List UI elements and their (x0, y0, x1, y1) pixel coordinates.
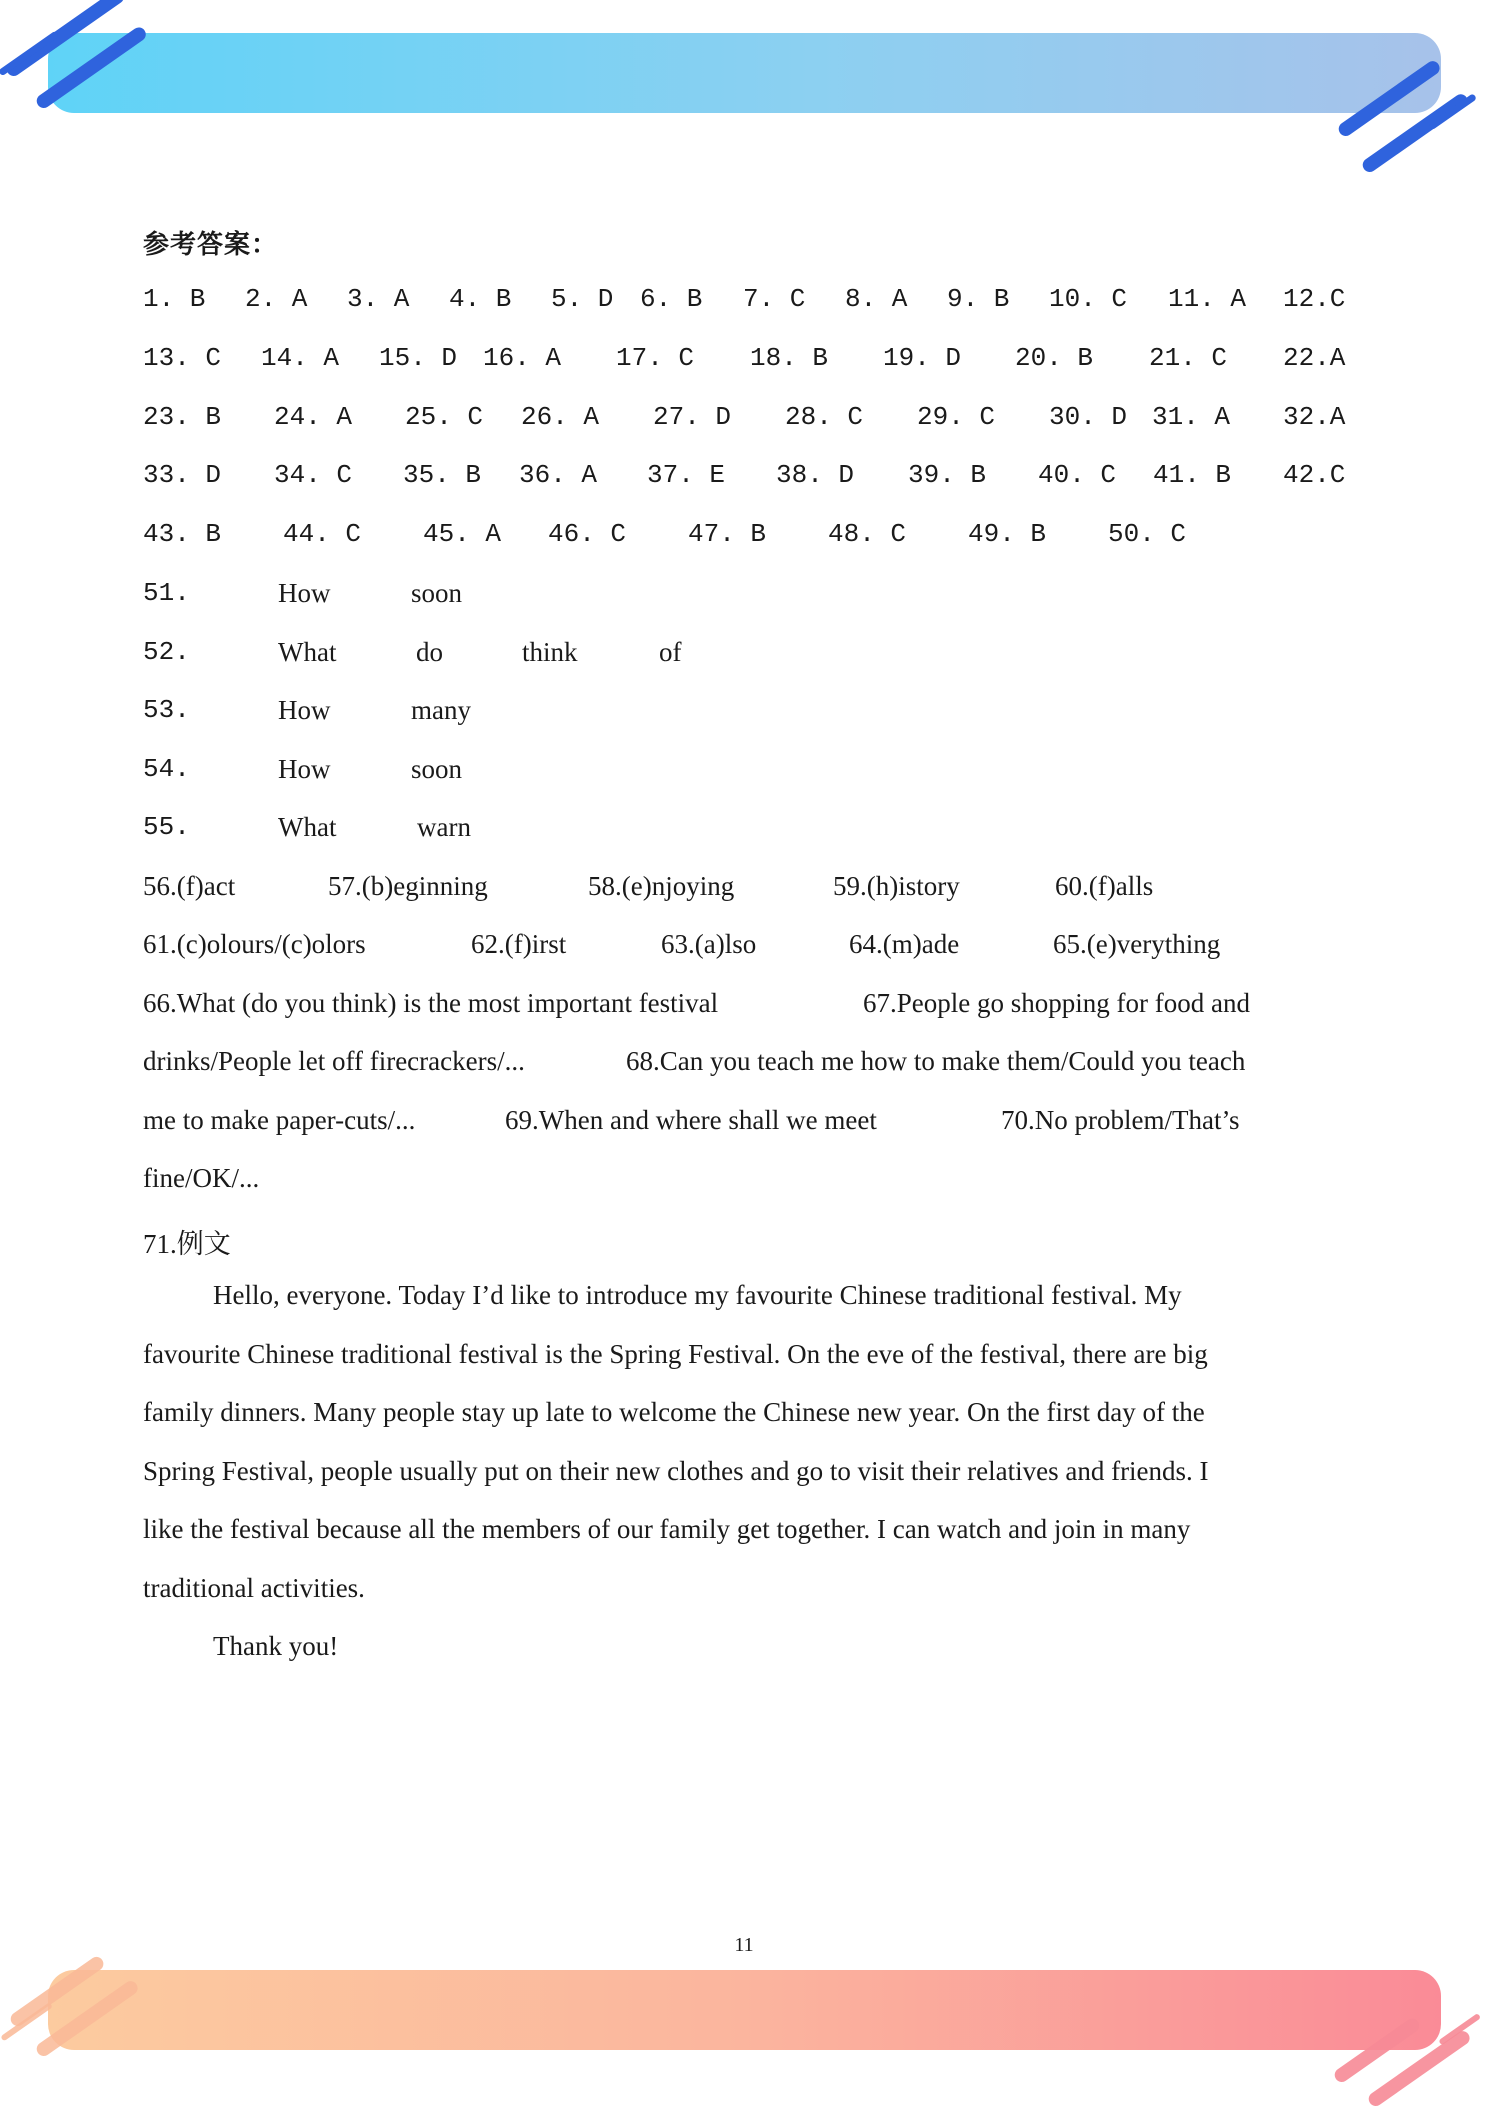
dialog-answer: 69.When and where shall we meet (505, 1105, 877, 1135)
fill-word: How (278, 695, 331, 725)
choice-answer: 17. C (616, 343, 695, 373)
question-number: 52. (143, 637, 190, 667)
choice-answer: 16. A (483, 343, 562, 373)
choice-answer: 42.C (1283, 460, 1346, 490)
choice-answer: 25. C (405, 402, 484, 432)
choice-answer: 49. B (968, 519, 1047, 549)
word-answer: 56.(f)act (143, 871, 236, 901)
essay-line: Spring Festival, people usually put on their new clothes and go to visit their relatives and friends. I (143, 1456, 1209, 1486)
answer-key-heading: 参考答案： (143, 230, 279, 260)
choice-row (143, 284, 1363, 324)
choice-answer: 47. B (688, 519, 767, 549)
word-answer: 62.(f)irst (471, 929, 567, 959)
choice-answer: 13. C (143, 343, 222, 373)
fill-word: soon (411, 578, 463, 608)
fill-row (143, 754, 1363, 794)
choice-answer: 10. C (1049, 284, 1128, 314)
choice-row (143, 343, 1363, 383)
choice-answer: 36. A (519, 460, 598, 490)
essay-closing: Thank you! (213, 1631, 339, 1661)
choice-answer: 22.A (1283, 343, 1346, 373)
choice-answer: 8. A (845, 284, 908, 314)
footer-band (48, 1970, 1441, 2050)
choice-answer: 28. C (785, 402, 864, 432)
choice-answer: 14. A (261, 343, 340, 373)
fill-row (143, 812, 1363, 852)
choice-answer: 34. C (274, 460, 353, 490)
choice-answer: 3. A (347, 284, 410, 314)
choice-answer: 1. B (143, 284, 206, 314)
choice-answer: 6. B (640, 284, 703, 314)
fill-word: How (278, 578, 331, 608)
choice-answer: 31. A (1152, 402, 1231, 432)
choice-row (143, 402, 1363, 442)
choice-answer: 41. B (1153, 460, 1232, 490)
essay-line: family dinners. Many people stay up late to welcome the Chinese new year. On the first day of the (143, 1397, 1205, 1427)
word-answer: 64.(m)ade (849, 929, 960, 959)
choice-answer: 38. D (776, 460, 855, 490)
choice-answer: 37. E (647, 460, 726, 490)
dialog-answer: drinks/People let off firecrackers/... (143, 1046, 525, 1076)
choice-answer: 40. C (1038, 460, 1117, 490)
dialog-answer: 66.What (do you think) is the most important festival (143, 988, 719, 1018)
choice-answer: 23. B (143, 402, 222, 432)
page-number: 11 (734, 1934, 754, 1956)
choice-answer: 26. A (521, 402, 600, 432)
choice-answer: 27. D (653, 402, 732, 432)
fill-word: warn (417, 812, 471, 842)
fill-word: How (278, 754, 331, 784)
choice-answer: 46. C (548, 519, 627, 549)
choice-answer: 48. C (828, 519, 907, 549)
choice-answer: 18. B (750, 343, 829, 373)
question-number: 51. (143, 578, 190, 608)
choice-answer: 35. B (403, 460, 482, 490)
choice-row (143, 460, 1363, 500)
fill-row (143, 578, 1363, 618)
choice-answer: 50. C (1108, 519, 1187, 549)
dialog-line (143, 1046, 1363, 1086)
choice-answer: 29. C (917, 402, 996, 432)
word-row (143, 871, 1363, 911)
fill-word: What (278, 637, 337, 667)
choice-answer: 24. A (274, 402, 353, 432)
question-number: 54. (143, 754, 190, 784)
dialog-answer: 67.People go shopping for food and (863, 988, 1250, 1018)
essay-line: favourite Chinese traditional festival is the Spring Festival. On the eve of the festival, there are big (143, 1339, 1208, 1369)
word-answer: 63.(a)lso (661, 929, 757, 959)
dialog-answer: 70.No problem/That’s (1001, 1105, 1240, 1135)
essay-line: like the festival because all the members of our family get together. I can watch and join in many (143, 1514, 1191, 1544)
dialog-answer: 68.Can you teach me how to make them/Could you teach (626, 1046, 1246, 1076)
essay-line: Hello, everyone. Today I’d like to introduce my favourite Chinese traditional festival. My (213, 1280, 1182, 1310)
fill-word: do (416, 637, 443, 667)
word-answer: 57.(b)eginning (328, 871, 488, 901)
question-number: 53. (143, 695, 190, 725)
question-number: 55. (143, 812, 190, 842)
dialog-line (143, 1105, 1363, 1145)
choice-answer: 4. B (449, 284, 512, 314)
essay-line: traditional activities. (143, 1573, 365, 1603)
word-row (143, 929, 1363, 969)
choice-answer: 45. A (423, 519, 502, 549)
choice-answer: 15. D (379, 343, 458, 373)
fill-row (143, 637, 1363, 677)
fill-row (143, 695, 1363, 735)
choice-answer: 11. A (1168, 284, 1247, 314)
word-answer: 60.(f)alls (1055, 871, 1154, 901)
dialog-answer: fine/OK/... (143, 1163, 260, 1193)
choice-answer: 30. D (1049, 402, 1128, 432)
choice-answer: 32.A (1283, 402, 1346, 432)
choice-answer: 44. C (283, 519, 362, 549)
fill-word: What (278, 812, 337, 842)
word-answer: 65.(e)verything (1053, 929, 1221, 959)
choice-answer: 20. B (1015, 343, 1094, 373)
word-answer: 59.(h)istory (833, 871, 960, 901)
choice-answer: 9. B (947, 284, 1010, 314)
choice-answer: 19. D (883, 343, 962, 373)
choice-answer: 12.C (1283, 284, 1346, 314)
dialog-line (143, 988, 1363, 1028)
choice-answer: 39. B (908, 460, 987, 490)
dialog-answer: me to make paper-cuts/... (143, 1105, 416, 1135)
essay-label: 71.例文 (143, 1229, 231, 1259)
fill-word: of (659, 637, 682, 667)
choice-answer: 43. B (143, 519, 222, 549)
word-answer: 58.(e)njoying (588, 871, 735, 901)
fill-word: soon (411, 754, 463, 784)
dialog-line (143, 1163, 1363, 1203)
choice-answer: 7. C (743, 284, 806, 314)
header-band (48, 33, 1441, 113)
choice-answer: 2. A (245, 284, 308, 314)
choice-answer: 5. D (551, 284, 614, 314)
fill-word: many (411, 695, 471, 725)
choice-answer: 33. D (143, 460, 222, 490)
choice-answer: 21. C (1149, 343, 1228, 373)
fill-word: think (522, 637, 578, 667)
word-answer: 61.(c)olours/(c)olors (143, 929, 366, 959)
choice-row (143, 519, 1363, 559)
